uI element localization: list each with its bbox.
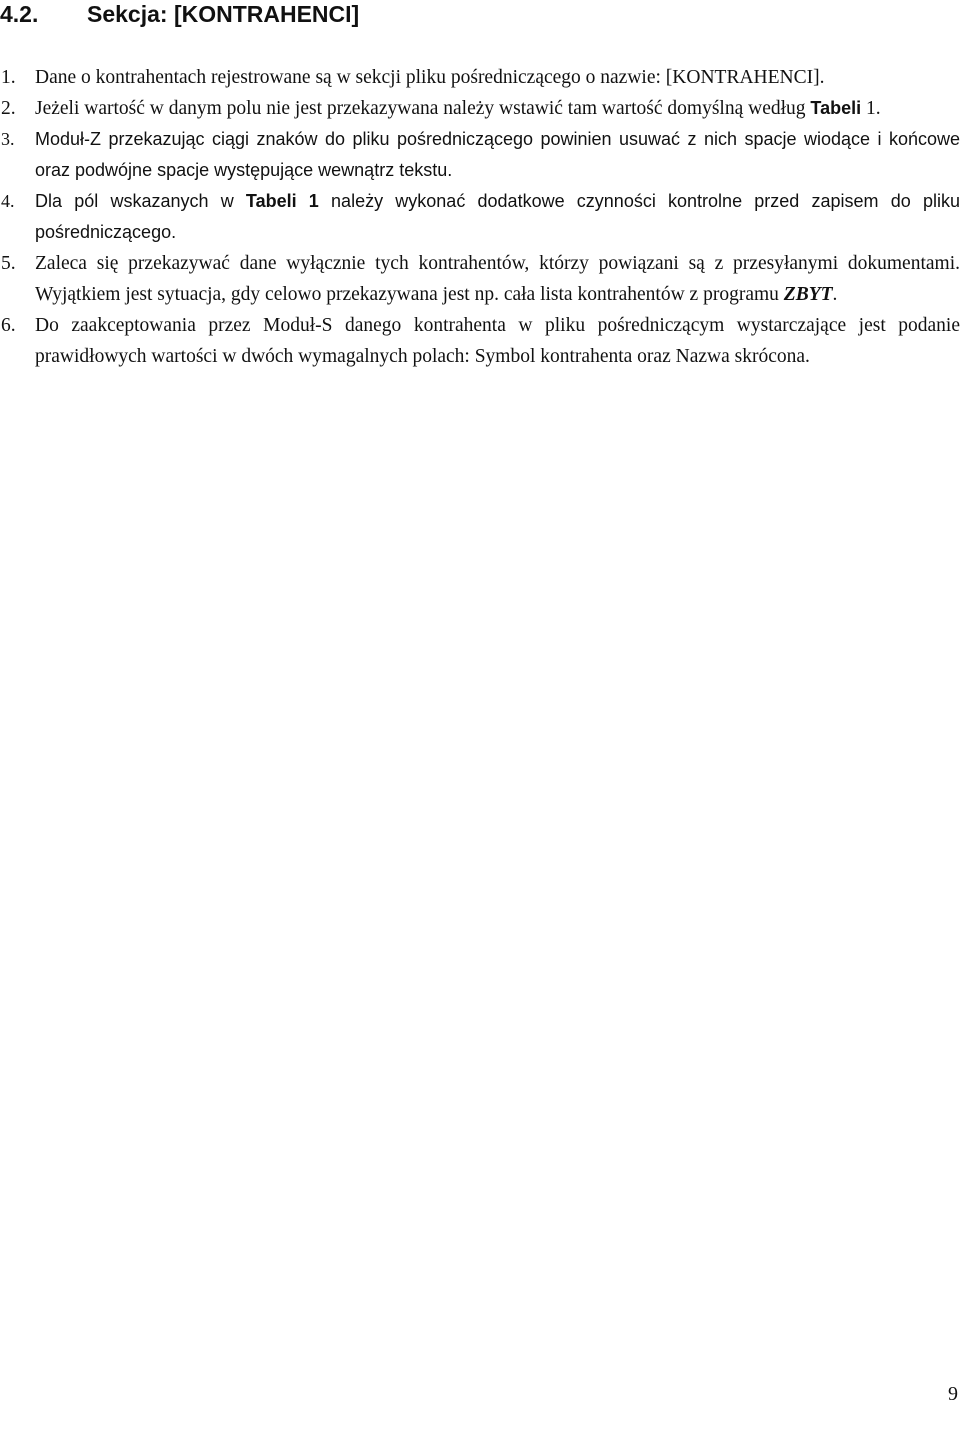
table-reference: Tabeli 1 <box>245 191 319 211</box>
item-number: 4. <box>1 191 15 211</box>
item-text-end: . <box>875 98 881 119</box>
section-number: 4.2. <box>0 1 39 27</box>
list-item <box>0 248 960 310</box>
section-heading <box>0 0 359 28</box>
item-number: 2. <box>1 98 16 119</box>
list-item <box>0 62 960 93</box>
list-item <box>0 124 960 186</box>
item-text: Dla pól wskazanych w <box>35 191 234 211</box>
item-number: 3. <box>1 129 15 149</box>
item-text: Jeżeli wartość w danym polu nie jest przekazywana należy wstawić tam wartość domyślną według <box>35 98 806 119</box>
table-reference: Tabeli <box>810 98 862 118</box>
rules-list <box>0 62 960 372</box>
item-text: Zaleca się przekazywać dane wyłącznie tych kontrahentów, którzy powiązani są z przesyłanymi dokumentami. Wyjątkiem jest sytuacja, gdy celowo przekazywana jest np. cała lista kontrahentów z programu <box>35 253 960 305</box>
item-number: 1. <box>1 67 16 88</box>
item-text: Dane o kontrahentach rejestrowane są w sekcji pliku pośredniczącego o nazwie: [KONTRAHENCI]. <box>35 67 825 88</box>
item-text: Do zaakceptowania przez Moduł-S danego kontrahenta w pliku pośredniczącym wystarczające jest podanie prawidłowych wartości w dwóch wymagalnych polach: Symbol kontrahenta oraz Nazwa skrócona. <box>35 315 960 367</box>
item-text-end: . <box>832 284 838 305</box>
item-text: Moduł-Z przekazując ciągi znaków do pliku pośredniczącego powinien usuwać z nich spacje wiodące i końcowe oraz podwójne spacje występujące wewnątrz tekstu. <box>35 129 960 180</box>
item-text-continued: należy wykonać dodatkowe czynności kontrolne przed zapisem do pliku pośredniczącego. <box>35 191 960 242</box>
item-number: 6. <box>1 315 16 336</box>
list-item <box>0 310 960 372</box>
list-item <box>0 93 960 124</box>
section-title: Sekcja: [KONTRAHENCI] <box>87 1 360 27</box>
page-number: 9 <box>948 1383 958 1405</box>
list-item <box>0 186 960 248</box>
table-reference-number: 1 <box>865 98 876 119</box>
program-name: ZBYT <box>783 284 833 305</box>
item-number: 5. <box>1 253 16 274</box>
